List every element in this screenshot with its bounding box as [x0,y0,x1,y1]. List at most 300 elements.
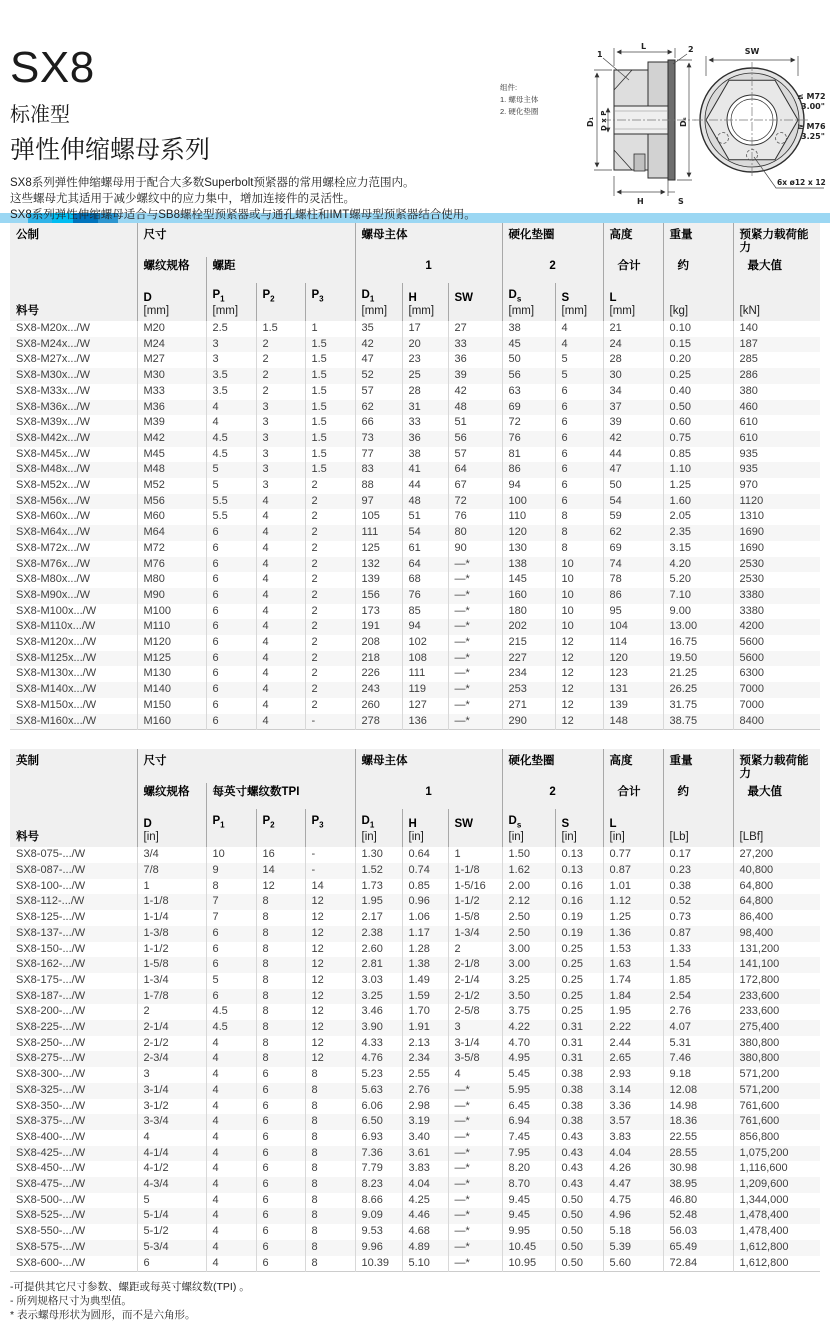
spec-value: 3.15 [663,541,733,557]
thread-spec-header: 螺纹规格 [137,783,206,809]
spec-value: 5-3/4 [137,1240,206,1256]
spec-value: 6 [206,666,256,682]
spec-value: 4 [555,337,603,353]
spec-value: —* [448,1146,502,1162]
spec-value: 0.85 [402,879,448,895]
spec-value: 8400 [733,714,820,730]
spec-value: 25 [402,368,448,384]
part-number: SX8-M110x.../W [10,619,137,635]
spec-value: 3.75 [502,1004,555,1020]
spec-value: 8 [305,1193,355,1209]
part-number: SX8-225-.../W [10,1020,137,1036]
spec-value: 610 [733,415,820,431]
spec-value: 1.70 [402,1004,448,1020]
spec-value: 6 [206,714,256,730]
spec-value: 10 [555,619,603,635]
spec-value: 4 [256,541,305,557]
spec-value: 2.50 [502,926,555,942]
spec-value: 1 [448,847,502,863]
column-header-row [10,283,820,321]
weight-sub-header: 约 [663,783,733,809]
spec-value: 2.5 [206,321,256,337]
spec-value: 7 [206,910,256,926]
spec-value: 1-1/2 [137,942,206,958]
spec-value: 9.00 [663,604,733,620]
part-number: SX8-600-.../W [16,1256,86,1269]
spec-value: 2 [305,557,355,573]
diagram-legend [500,82,539,116]
spec-value: M45 [137,447,206,463]
part-number: SX8-187-.../W [10,989,137,1005]
spec-value: M110 [137,619,206,635]
spec-value: —* [448,1177,502,1193]
spec-value: 8 [305,1256,355,1272]
spec-value: 3 [206,352,256,368]
spec-value: 4 [256,619,305,635]
spec-value: 6 [206,651,256,667]
spec-value: 1.38 [402,957,448,973]
spec-value: 1,209,600 [733,1177,820,1193]
spec-value: 2.17 [355,910,402,926]
spec-value: 64 [448,462,502,478]
column-header: H [mm] [402,283,448,321]
spec-value: 2 [305,478,355,494]
spec-value: 4.20 [663,557,733,573]
spec-value: 1.5 [305,447,355,463]
spec-value: 8 [305,1146,355,1162]
spec-value: 4 [256,666,305,682]
spec-value: 2-1/4 [448,973,502,989]
spec-value: 3380 [733,604,820,620]
column-header: S [in] [555,809,603,847]
spec-value: 2.38 [355,926,402,942]
spec-value: 56 [502,368,555,384]
spec-value: 38.95 [663,1177,733,1193]
spec-value: 74 [603,557,663,573]
spec-value: 9 [206,863,256,879]
spec-value: 10.45 [502,1240,555,1256]
spec-value: 1-3/4 [137,973,206,989]
spec-value: 6 [206,926,256,942]
spec-value: 2 [448,942,502,958]
spec-value: 24 [603,337,663,353]
table-row [10,604,820,620]
spec-value: 3 [256,431,305,447]
spec-value: 12 [305,926,355,942]
spec-value: 1.5 [305,368,355,384]
spec-value: 1.28 [402,942,448,958]
spec-value: 130 [502,541,555,557]
preload-sub-header: 最大值 [733,257,820,283]
spec-value: 12 [305,1004,355,1020]
part-number: SX8-425-.../W [10,1146,137,1162]
spec-value: 23 [402,352,448,368]
spec-value: 42 [448,384,502,400]
table-row [10,462,820,478]
spec-value: 6 [256,1130,305,1146]
table-row [10,1208,820,1224]
spec-value: 2.35 [663,525,733,541]
spec-value: 0.43 [555,1130,603,1146]
spec-value: 0.87 [603,863,663,879]
spec-value: 27 [448,321,502,337]
spec-value: 34 [603,384,663,400]
spec-value: —* [448,557,502,573]
column-header: [Lb] [663,809,733,847]
spec-value: 3-1/4 [448,1036,502,1052]
part-number: SX8-400-.../W [16,1130,86,1143]
table-row [10,682,820,698]
spec-value: 5600 [733,635,820,651]
spec-value: 28 [402,384,448,400]
spec-value: 935 [733,447,820,463]
spec-value: 31 [402,400,448,416]
weight-group-header: 重量 [663,749,733,783]
spec-value: 0.25 [555,957,603,973]
spec-value: 57 [448,447,502,463]
spec-value: —* [448,1240,502,1256]
spec-value: 136 [402,714,448,730]
spec-value: 6 [256,1161,305,1177]
spec-value: 140 [733,321,820,337]
spec-value: 6300 [733,666,820,682]
table-row [10,1036,820,1052]
spec-value: 208 [355,635,402,651]
spec-value: 12 [305,894,355,910]
spec-value: 970 [733,478,820,494]
spec-value: —* [448,1256,502,1272]
spec-value: 0.16 [555,894,603,910]
subgroup-header-row [10,257,820,283]
nut-body-number: 1 [355,783,502,809]
spec-value: 12 [305,1051,355,1067]
spec-value: 7 [206,894,256,910]
spec-value: M64 [137,525,206,541]
svg-text:1. 螺母主体: 1. 螺母主体 [500,95,539,104]
spec-value: 1.5 [305,400,355,416]
description-line: SX8系列弹性伸缩螺母用于配合大多数Superbolt预紧器的常用螺栓应力范围内。 [10,177,415,189]
column-header: $P_2$ [256,283,305,321]
spec-value: 8 [256,894,305,910]
spec-value: 3.14 [603,1083,663,1099]
technical-drawing [496,26,828,214]
spec-value: 2.34 [402,1051,448,1067]
spec-value: 4 [448,1067,502,1083]
spec-value: 4 [256,509,305,525]
spec-value: 0.25 [555,989,603,1005]
spec-value: 8 [305,1240,355,1256]
spec-value: 1-5/8 [448,910,502,926]
spec-value: 76 [448,509,502,525]
spec-value: 1.73 [355,879,402,895]
spec-value: 3.83 [603,1130,663,1146]
spec-value: 0.40 [663,384,733,400]
column-header: [LBf] [733,809,820,847]
spec-value: 3.36 [603,1099,663,1115]
part-no-header: 料号 [10,809,137,847]
spec-value: 8.66 [355,1193,402,1209]
part-number: SX8-M36x.../W [10,400,137,416]
spec-value: 4 [256,698,305,714]
footnotes [10,1280,820,1322]
spec-value: M27 [137,352,206,368]
table-row [10,447,820,463]
spec-value: 12 [305,1020,355,1036]
spec-value: 7.95 [502,1146,555,1162]
spec-value: 2 [305,588,355,604]
spec-value: 2.44 [603,1036,663,1052]
spec-value: 28.55 [663,1146,733,1162]
product-subtitle-series: 弹性伸缩螺母系列 [10,136,211,164]
table-row [10,557,820,573]
spec-value: 8 [305,1083,355,1099]
spec-value: —* [448,572,502,588]
spec-value: 0.77 [603,847,663,863]
spec-value: 12 [555,651,603,667]
spec-value: 2.60 [355,942,402,958]
spec-value: 76 [502,431,555,447]
spec-value: 202 [502,619,555,635]
spec-value: 1.54 [663,957,733,973]
column-header: D [mm] [137,283,206,321]
spec-value: M39 [137,415,206,431]
spec-value: 0.73 [663,910,733,926]
spec-value: 0.15 [663,337,733,353]
spec-value: 218 [355,651,402,667]
spec-value: M60 [137,509,206,525]
spec-value: 97 [355,494,402,510]
svg-text:L: L [641,42,647,51]
spec-value: 6 [256,1208,305,1224]
spec-value: 4.25 [402,1193,448,1209]
spec-value: 41 [402,462,448,478]
spec-value: M120 [137,635,206,651]
table-row [10,384,820,400]
spec-value: 2.00 [502,879,555,895]
spec-value: 28 [603,352,663,368]
spec-value: 3.40 [402,1130,448,1146]
spec-value: 10.95 [502,1256,555,1272]
spec-value: 8 [256,910,305,926]
spec-value: 0.38 [555,1067,603,1083]
spec-value: 8 [206,879,256,895]
spec-value: 1,344,000 [733,1193,820,1209]
part-number: SX8-350-.../W [16,1099,86,1112]
spec-value: 4.22 [502,1020,555,1036]
svg-text:S: S [678,197,684,206]
spec-value: 7.45 [502,1130,555,1146]
spec-value: 1.60 [663,494,733,510]
part-number: SX8-175-.../W [16,973,86,986]
spec-value: 14 [305,879,355,895]
spec-value: 4.96 [603,1208,663,1224]
spec-value: 36 [402,431,448,447]
spec-value: 14 [256,863,305,879]
spec-value: 6 [137,1256,206,1272]
spec-value: 3.50 [502,989,555,1005]
spec-value: —* [448,666,502,682]
table-row [10,894,820,910]
product-description [10,175,485,223]
spec-value: 0.50 [555,1224,603,1240]
spec-value: —* [448,1161,502,1177]
spec-value: 233,600 [733,989,820,1005]
spec-value: 2 [305,666,355,682]
spec-value: 2 [305,698,355,714]
spec-value: 2 [305,604,355,620]
spec-value: 5.10 [402,1256,448,1272]
part-number: SX8-M33x.../W [16,384,90,397]
spec-value: 571,200 [733,1067,820,1083]
column-header: $D_1$ [in] [355,809,402,847]
spec-value: 10 [555,557,603,573]
part-number: SX8-137-.../W [10,926,137,942]
spec-value: 8 [305,1224,355,1240]
spec-value: 37 [603,400,663,416]
spec-value: 6 [256,1099,305,1115]
svg-text:1: 1 [597,50,603,59]
svg-text:3.00": 3.00" [801,102,825,111]
spec-value: M52 [137,478,206,494]
spec-value: 1.06 [402,910,448,926]
table-row [10,957,820,973]
spec-value: 4 [206,1130,256,1146]
part-number: SX8-M42x.../W [10,431,137,447]
part-number: SX8-275-.../W [10,1051,137,1067]
spec-value: 0.13 [555,863,603,879]
spec-value: 1.30 [355,847,402,863]
spec-value: 8.70 [502,1177,555,1193]
spec-value: 3.03 [355,973,402,989]
spec-value: 8 [256,1020,305,1036]
spec-value: 86 [603,588,663,604]
spec-value: 9.18 [663,1067,733,1083]
spec-value: 2 [305,682,355,698]
part-number: SX8-100-.../W [16,879,86,892]
spec-value: 77 [355,447,402,463]
spec-value: 0.60 [663,415,733,431]
table-row [10,973,820,989]
spec-value: 8 [256,942,305,958]
spec-value: 5.45 [502,1067,555,1083]
spec-value: 38 [502,321,555,337]
spec-value: 0.64 [402,847,448,863]
spec-value: 2.76 [402,1083,448,1099]
pitch-header: 螺距 [206,257,355,283]
table-row [10,1224,820,1240]
part-number: SX8-325-.../W [10,1083,137,1099]
spec-value: 9.45 [502,1193,555,1209]
spec-value: 1-1/2 [448,894,502,910]
spec-value: 226 [355,666,402,682]
part-number: SX8-M125x.../W [10,651,137,667]
part-number: SX8-M60x.../W [16,510,90,523]
spec-value: 48 [402,494,448,510]
spec-value: 72 [448,494,502,510]
spec-value: 1-3/4 [448,926,502,942]
spec-value: 6 [555,494,603,510]
spec-value: 31.75 [663,698,733,714]
spec-value: 6 [555,447,603,463]
spec-value: 1.12 [603,894,663,910]
spec-value: 0.25 [663,368,733,384]
spec-value: 6 [206,619,256,635]
spec-value: 5 [206,973,256,989]
spec-value: 62 [355,400,402,416]
spec-value: M140 [137,682,206,698]
spec-value: 52.48 [663,1208,733,1224]
spec-value: 114 [603,635,663,651]
footnote-line: - 所列规格尺寸为典型值。 [10,1295,132,1308]
spec-value: 4 [256,651,305,667]
spec-value: 26.25 [663,682,733,698]
spec-value: 10 [555,588,603,604]
table-row [10,1193,820,1209]
nut-body-group-header: 螺母主体 [355,223,502,257]
spec-value: 0.50 [663,400,733,416]
spec-value: 39 [603,415,663,431]
part-number: SX8-525-.../W [10,1208,137,1224]
weight-group-header: 重量 [663,223,733,257]
part-number: SX8-M30x.../W [10,368,137,384]
spec-value: 104 [603,619,663,635]
spec-value: 0.75 [663,431,733,447]
column-header: [kN] [733,283,820,321]
spec-value: 234 [502,666,555,682]
part-number: SX8-250-.../W [16,1036,86,1049]
spec-value: 6 [256,1067,305,1083]
spec-value: 76 [402,588,448,604]
spec-value: 4 [256,588,305,604]
part-number: SX8-M160x.../W [10,714,137,730]
spec-value: 12 [555,698,603,714]
spec-value: 8.23 [355,1177,402,1193]
spec-value: 52 [355,368,402,384]
spec-value: 50 [603,478,663,494]
spec-value: 78 [603,572,663,588]
spec-value: 0.31 [555,1020,603,1036]
spec-value: —* [448,682,502,698]
height-sub-header: 合计 [603,783,663,809]
spec-value: M30 [137,368,206,384]
spec-value: 610 [733,431,820,447]
spec-value: 6.94 [502,1114,555,1130]
spec-value: 2-1/2 [448,989,502,1005]
table-row [10,494,820,510]
spec-value: 0.52 [663,894,733,910]
table-row [10,525,820,541]
spec-value: 12 [256,879,305,895]
spec-value: 4200 [733,619,820,635]
table-row [10,942,820,958]
spec-value: 0.16 [555,879,603,895]
spec-value: 4 [206,1256,256,1272]
imperial-table-body [10,847,820,1271]
spec-value: 4-3/4 [137,1177,206,1193]
spec-value: 4.46 [402,1208,448,1224]
spec-value: 285 [733,352,820,368]
spec-value: 2.22 [603,1020,663,1036]
group-header-row [10,223,820,257]
spec-value: 1-7/8 [137,989,206,1005]
spec-value: 21 [603,321,663,337]
spec-value: 7000 [733,698,820,714]
spec-value: 47 [355,352,402,368]
spec-value: 290 [502,714,555,730]
metric-spec-table [10,223,820,730]
spec-value: 1,478,400 [733,1208,820,1224]
part-number: SX8-M48x.../W [10,462,137,478]
